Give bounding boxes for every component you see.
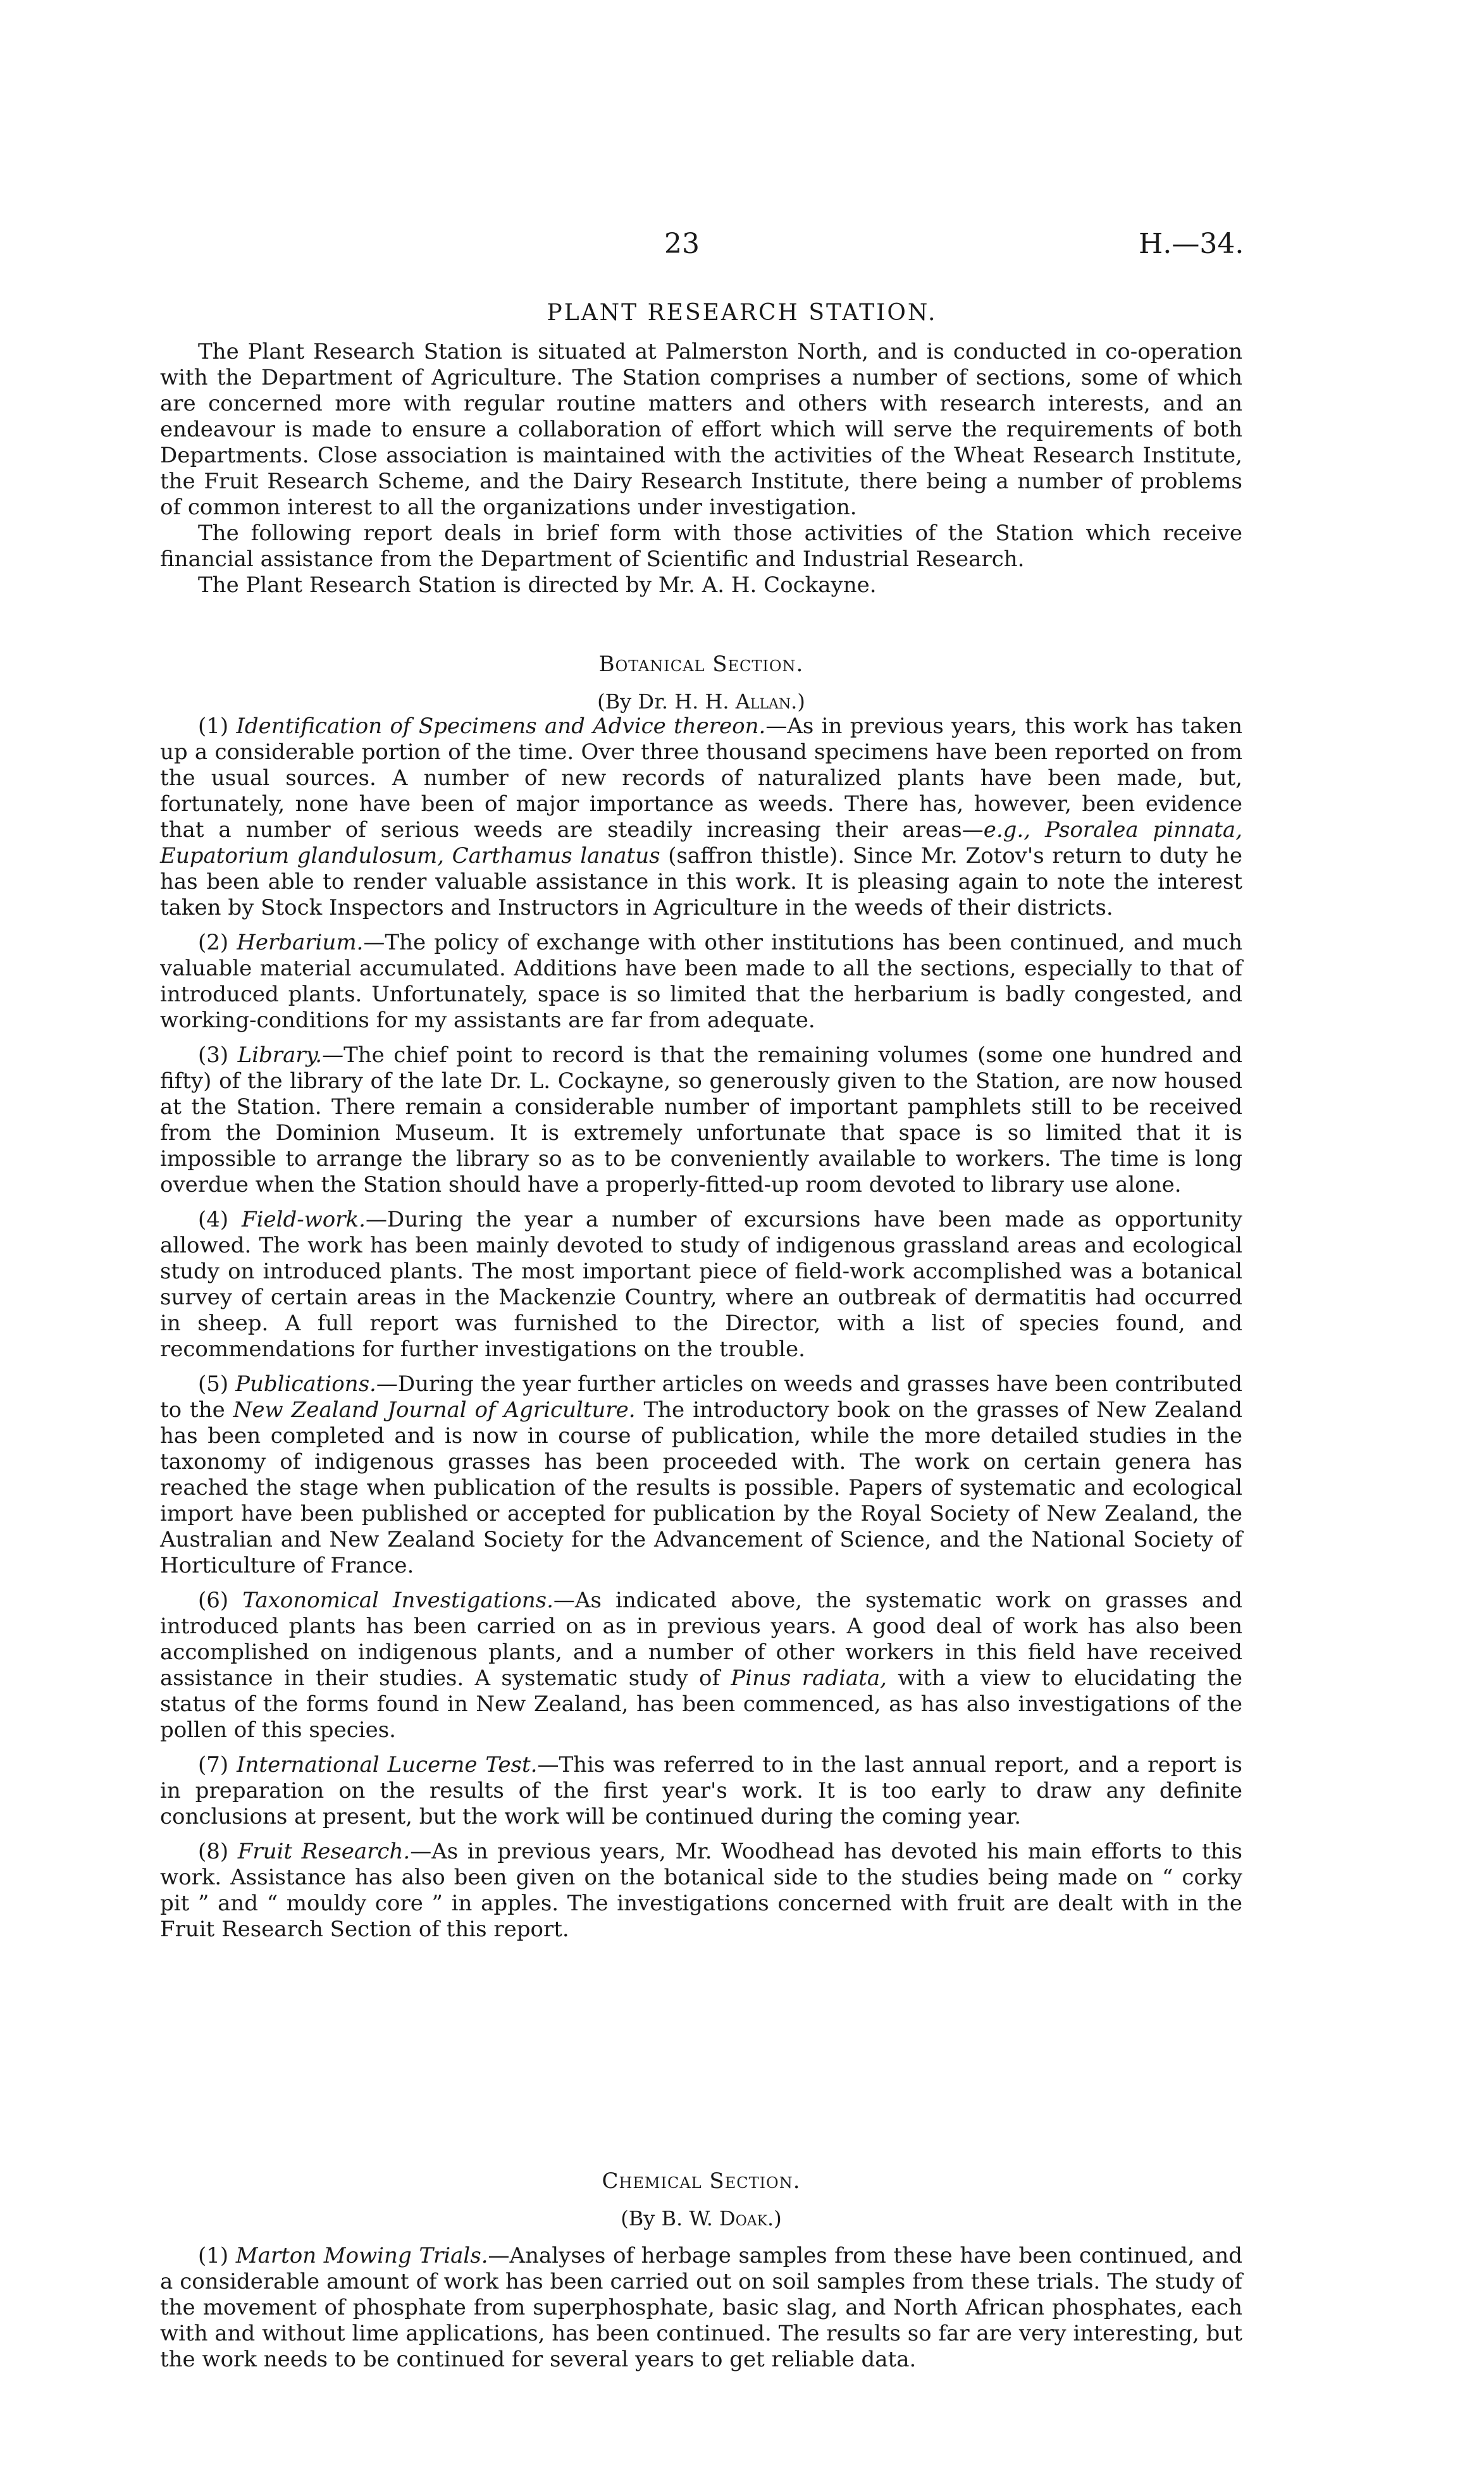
intro-section: [160, 339, 1242, 598]
intro-paragraph: The Plant Research Station is situated at Palmerston North, and is conducted in co-operation with the Department of Agriculture. The Station comprises a number of sections, some of which are concerned more with regular routine matters and others with research interests, and an endeavour is made to ensure a collaboration of effort which will serve the requirements of both Departments. Close association is maintained with the activities of the Wheat Research Institute, the Fruit Research Scheme, and the Dairy Research Institute, there being a number of problems of common interest to all the organizations under investigation.: [160, 339, 1242, 520]
list-item: (1) Identification of Specimens and Advice thereon.—As in previous years, this work has taken up a considerable portion of the time. Over three thousand specimens have been reported on from the usual sources. A number of new records of naturalized plants have been made, but, fortunately, none have been of major importance as weeds. There has, however, been evidence that a number of serious weeds are steadily increasing their areas—e.g., Psoralea pinnata, Eupatorium glandulosum, Carthamus lanatus (saffron thistle). Since Mr. Zotov's return to duty he has been able to render valuable assistance in this work. It is pleasing again to note the interest taken by Stock Inspectors and Instructors in Agriculture in the weeds of their districts.: [160, 714, 1242, 920]
botanical-items: [160, 714, 1242, 1943]
list-item: (8) Fruit Research.—As in previous years, Mr. Woodhead has devoted his main efforts to this work. Assistance has also been given on the botanical side to the studies being made on “ corky pit ” and “ mouldy core ” in apples. The investigations concerned with fruit are dealt with in the Fruit Research Section of this report.: [160, 1839, 1242, 1942]
item-title: Publications.: [235, 1371, 376, 1397]
list-item: (3) Library.—The chief point to record is that the remaining volumes (some one hundred and fifty) of the library of the late Dr. L. Cockayne, so generously given to the Station, are now housed at the Station. There remain a considerable number of important pamphlets still to be received from the Dominion Museum. It is extremely unfortunate that space is so limited that it is impossible to arrange the library so as to be conveniently available to workers. The time is long overdue when the Station should have a properly-fitted-up room devoted to library use alone.: [160, 1042, 1243, 1197]
section-byline: [160, 2206, 1242, 2232]
chemical-section: [160, 2168, 1242, 2373]
intro-paragraph: The following report deals in brief form with those activities of the Station which receive financial assistance from the Department of Scientific and Industrial Research.: [160, 521, 1242, 572]
item-title: Identification of Specimens and Advice thereon.: [236, 714, 766, 739]
byline-prefix: (By Dr. H. H.: [597, 689, 736, 714]
list-item: (7) International Lucerne Test.—This was referred to in the last annual report, and a report is in preparation on the results of the first year's work. It is too early to draw any definite conclusions at present, but the work will be continued during the coming year.: [160, 1752, 1242, 1829]
section-heading: Chemical Section.: [602, 2168, 801, 2194]
botanical-section: [160, 652, 1242, 715]
list-item: (5) Publications.—During the year further articles on weeds and grasses have been contributed to the New Zealand Journal of Agriculture. The introductory book on the grasses of New Zealand has been completed and is now in course of publication, while the more detailed studies in the taxonomy of indigenous grasses has been proceeded with. The work on certain genera has reached the stage when publication of the results is possible. Papers of systematic and ecological import have been published or accepted for publication by the Royal Society of New Zealand, the Australian and New Zealand Society for the Advancement of Science, and the National Society of Horticulture of France.: [160, 1371, 1242, 1578]
byline-author: Allan: [735, 689, 791, 714]
document-reference: H.—34.: [1139, 228, 1244, 260]
byline-author: Doak: [719, 2206, 768, 2230]
list-item: (1) Marton Mowing Trials.—Analyses of herbage samples from these have been continued, and a considerable amount of work has been carried out on soil samples from these trials. The study of the movement of phosphate from superphosphate, basic slag, and North African phosphates, each with and without lime applications, has been continued. The results so far are very interesting, but the work needs to be continued for several years to get reliable data.: [160, 2243, 1242, 2372]
page-title: PLANT RESEARCH STATION.: [547, 300, 937, 326]
item-title: Library.: [237, 1042, 323, 1068]
byline-suffix: .): [767, 2206, 782, 2230]
item-title: International Lucerne Test.: [237, 1752, 538, 1777]
page-number: 23: [664, 228, 700, 260]
item-title: Taxonomical Investigations.: [242, 1588, 553, 1613]
section-heading: Botanical Section.: [598, 652, 804, 677]
byline-prefix: (By B. W.: [621, 2206, 720, 2230]
item-title: Herbarium.: [237, 930, 364, 955]
item-title: Marton Mowing Trials.: [235, 2243, 488, 2268]
list-item: (6) Taxonomical Investigations.—As indicated above, the systematic work on grasses and introduced plants has been carried on as in previous years. A good deal of work has also been accomplished on indigenous plants, and a number of other workers in this field have received assistance in their studies. A systematic study of Pinus radiata, with a view to elucidating the status of the forms found in New Zealand, has been commenced, as has also investigations of the pollen of this species.: [160, 1588, 1242, 1743]
item-title: Field-work.: [241, 1207, 366, 1232]
section-byline: [160, 689, 1242, 715]
intro-paragraph: The Plant Research Station is directed by Mr. A. H. Cockayne.: [198, 572, 877, 598]
byline-suffix: .): [791, 689, 805, 714]
list-item: (2) Herbarium.—The policy of exchange with other institutions has been continued, and much valuable material accumulated. Additions have been made to all the sections, especially to that of introduced plants. Unfortunately, space is so limited that the herbarium is badly congested, and working-conditions for my assistants are far from adequate.: [160, 930, 1242, 1033]
item-title: Fruit Research.: [237, 1839, 411, 1864]
list-item: (4) Field-work.—During the year a number of excursions have been made as opportunity allowed. The work has been mainly devoted to study of indigenous grassland areas and ecological study on introduced plants. The most important piece of field-work accomplished was a botanical survey of certain areas in the Mackenzie Country, where an outbreak of dermatitis had occurred in sheep. A full report was furnished to the Director, with a list of species found, and recommendations for further investigations on the trouble.: [160, 1207, 1242, 1362]
